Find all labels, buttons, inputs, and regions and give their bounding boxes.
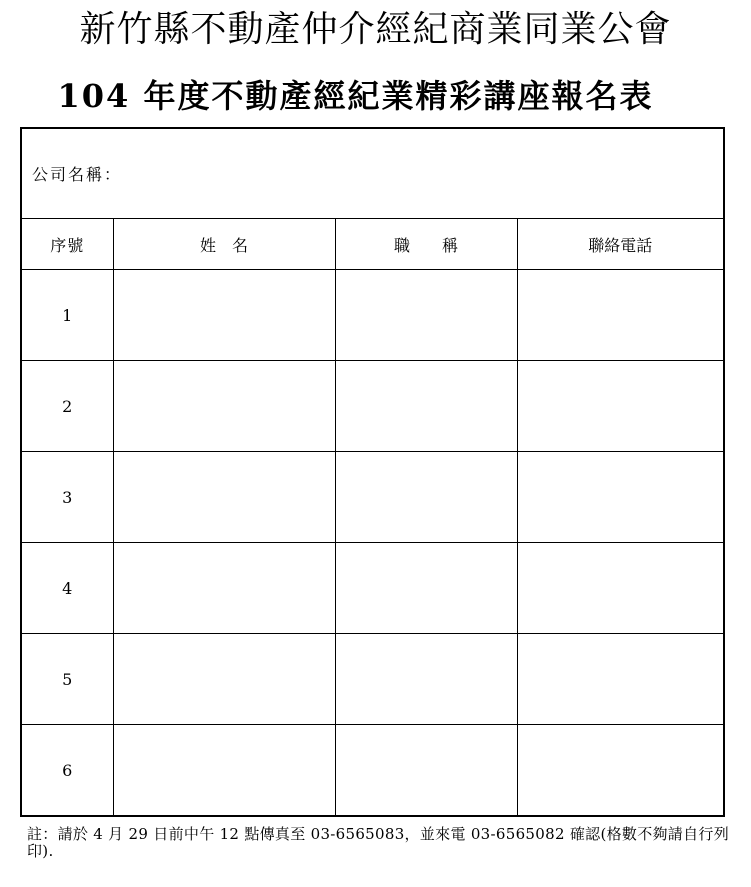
company-row <box>21 128 724 219</box>
column-header-number: 序號 <box>21 219 113 270</box>
column-header-job-title: 職 稱 <box>335 219 517 270</box>
table-row <box>21 270 724 361</box>
table-row <box>21 452 724 543</box>
row-number: 6 <box>21 725 113 817</box>
name-cell[interactable] <box>113 452 335 543</box>
job-title-cell[interactable] <box>335 634 517 725</box>
name-cell[interactable] <box>113 361 335 452</box>
name-cell[interactable] <box>113 270 335 361</box>
name-cell[interactable] <box>113 634 335 725</box>
name-cell[interactable] <box>113 543 335 634</box>
company-name-label: 公司名稱： <box>32 165 123 184</box>
row-number: 3 <box>21 452 113 543</box>
phone-cell[interactable] <box>517 634 724 725</box>
table-row <box>21 361 724 452</box>
association-title: 新竹縣不動產仲介經紀商業同業公會 <box>79 9 672 50</box>
phone-cell[interactable] <box>517 270 724 361</box>
column-header-name: 姓 名 <box>113 219 335 270</box>
job-title-cell[interactable] <box>335 452 517 543</box>
table-row <box>21 634 724 725</box>
row-number: 4 <box>21 543 113 634</box>
job-title-cell[interactable] <box>335 543 517 634</box>
row-number: 1 <box>21 270 113 361</box>
registration-table <box>20 127 725 817</box>
table-row <box>21 543 724 634</box>
phone-cell[interactable] <box>517 543 724 634</box>
phone-cell[interactable] <box>517 725 724 817</box>
column-header-phone: 聯絡電話 <box>517 219 724 270</box>
table-header-row <box>21 219 724 270</box>
job-title-cell[interactable] <box>335 725 517 817</box>
job-title-cell[interactable] <box>335 270 517 361</box>
company-name-field[interactable] <box>21 128 724 219</box>
phone-cell[interactable] <box>517 361 724 452</box>
footnote: 註：請於 4 月 29 日前中午 12 點傳真至 03-6565083，並來電 03-6565082 確認(格數不夠請自行列印). <box>27 825 730 860</box>
phone-cell[interactable] <box>517 452 724 543</box>
table-row <box>21 725 724 817</box>
form-title: 104 年度不動產經紀業精彩講座報名表 <box>57 77 654 115</box>
name-cell[interactable] <box>113 725 335 817</box>
row-number: 2 <box>21 361 113 452</box>
job-title-cell[interactable] <box>335 361 517 452</box>
row-number: 5 <box>21 634 113 725</box>
